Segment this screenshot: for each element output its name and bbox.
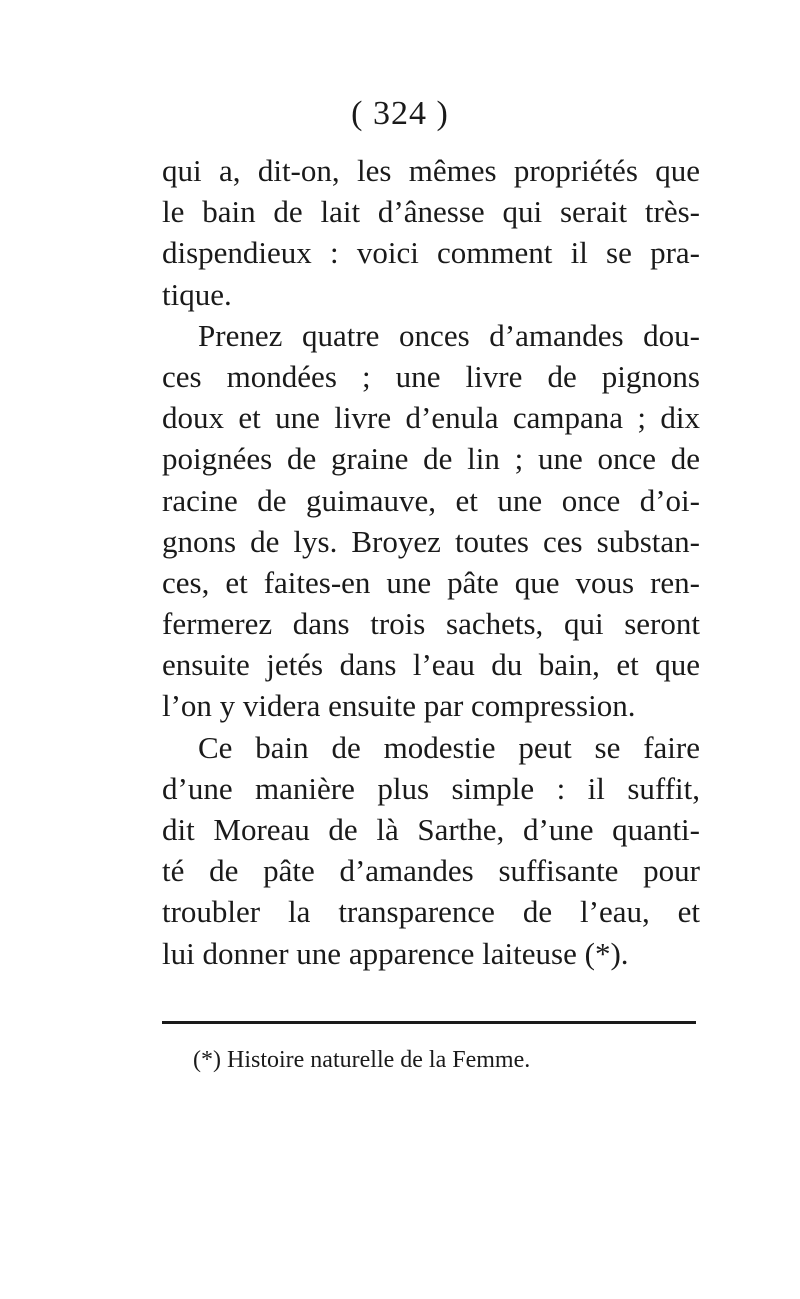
- text-line: fermerez dans trois sachets, qui seront: [162, 606, 700, 642]
- text-line: le bain de lait d’ânesse qui serait très-: [162, 194, 700, 230]
- text-line: poignées de graine de lin ; une once de: [162, 441, 700, 477]
- text-line: troubler la transparence de l’eau, et: [162, 894, 700, 930]
- text-line: dit Moreau de là Sarthe, d’une quanti-: [162, 812, 700, 847]
- text-line: lui donner une apparence laiteuse (*).: [162, 935, 629, 971]
- text-line: d’une manière plus simple : il suffit,: [162, 770, 700, 806]
- text-line: l’on y videra ensuite par compression.: [162, 688, 636, 724]
- text-line: gnons de lys. Broyez toutes ces substan-: [162, 523, 700, 559]
- text-line: Ce bain de modestie peut se faire: [198, 729, 700, 765]
- text-line: ces mondées ; une livre de pignons: [162, 358, 700, 394]
- text-line: racine de guimauve, et une once d’oi-: [162, 482, 700, 518]
- text-line: té de pâte d’amandes suffisante pour: [162, 853, 700, 889]
- page-number: ( 324 ): [351, 95, 449, 132]
- body-text: [162, 150, 700, 974]
- text-line: qui a, dit-on, les mêmes propriétés que: [162, 153, 700, 188]
- text-line: Prenez quatre onces d’amandes dou-: [198, 317, 700, 353]
- text-line: doux et une livre d’enula campana ; dix: [162, 400, 700, 436]
- footnote-divider: [162, 1021, 696, 1024]
- footnote: (*) Histoire naturelle de la Femme.: [193, 1047, 531, 1073]
- text-line: ensuite jetés dans l’eau du bain, et que: [162, 647, 700, 683]
- text-line: ces, et faites-en une pâte que vous ren-: [162, 564, 700, 600]
- text-line: dispendieux : voici comment il se pra-: [162, 235, 700, 271]
- text-line: tique.: [162, 276, 232, 312]
